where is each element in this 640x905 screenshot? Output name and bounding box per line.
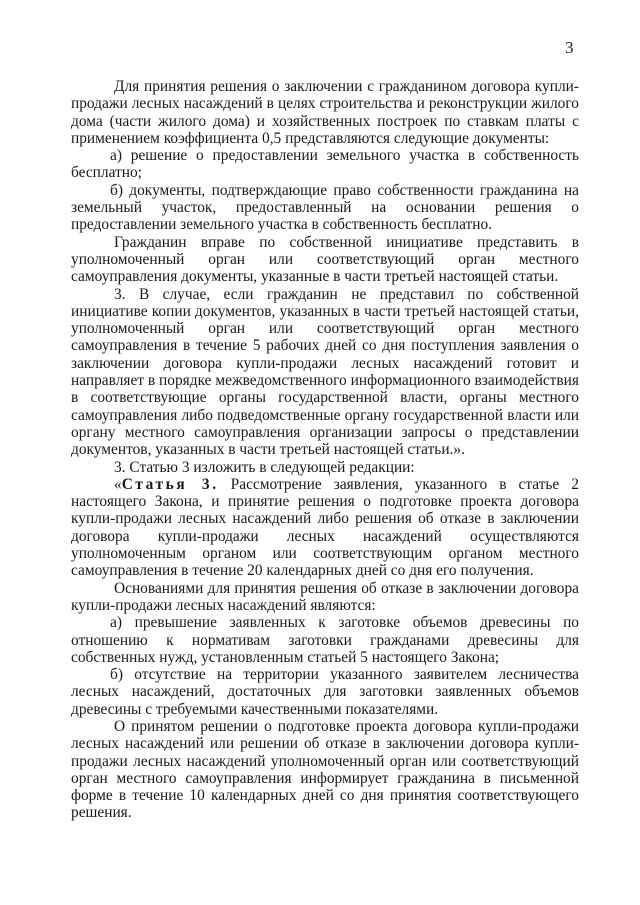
paragraph-amend-article-3: 3. Статью 3 изложить в следующей редакции:: [114, 458, 415, 476]
paragraph-interagency-requests: 3. В случае, если гражданин не представил по собственной инициативе копии документов, указанных в части третьей настоящей статьи, уполномоченный орган или соответствующий орган местного самоуправления в течение 5 рабочих дней со дня поступления заявления о заключении договора купли-продажи лесных насаждений готовит и направляет в порядке межведомственного информационного взаимодействия в соответствующие органы государственной власти, органы местного самоуправления либо подведомственные органу государственной власти или органу местного самоуправления организации запросы о представлении документов, указанных в части третьей настоящей статьи.».: [71, 285, 579, 459]
paragraph-notification: О принятом решении о подготовке проекта договора купли-продажи лесных насаждений или решении об отказе в заключении договора купли-продажи лесных насаждений уполномоченный орган или соответствующий орган местного самоуправления информирует гражданина в письменной форме в течение 10 календарных дней со дня принятия соответствующего решения.: [71, 717, 579, 822]
article-quote-mark: «: [114, 475, 122, 493]
paragraph-documents-list-intro: Для принятия решения о заключении с гражданином договора купли-продажи лесных насаждений в целях строительства и реконструкции жилого дома (части жилого дома) и хозяйственных построек по ставкам платы с применением коэффициента 0,5 представляются следующие документы:: [71, 78, 579, 147]
paragraph-item-a-land-decision: а) решение о предоставлении земельного участка в собственность бесплатно;: [71, 147, 579, 182]
paragraph-citizen-right: Гражданин вправе по собственной инициативе представить в уполномоченный орган или соответствующий орган местного самоуправления документы, указанные в части третьей настоящей статьи.: [71, 233, 579, 286]
paragraph-refusal-grounds-intro: Основаниями для принятия решения об отказе в заключении договора купли-продажи лесных насаждений являются:: [71, 579, 579, 614]
article-heading: Статья 3.: [121, 475, 219, 493]
paragraph-ground-a-excess-volume: а) превышение заявленных к заготовке объемов древесины по отношению к нормативам заготовки гражданами древесины для собственных нужд, установленным статьей 5 настоящего Закона;: [71, 614, 579, 666]
article-3-text: Рассмотрение заявления, указанного в статье 2 настоящего Закона, и принятие решения о подготовке проекта договора купли-продажи лесных насаждений либо решения об отказе в заключении договора купли-продажи лесных насаждений осуществляются уполномоченным органом или соответствующим органом местного самоуправления в течение 20 календарных дней со дня его получения.: [71, 475, 579, 580]
paragraph-ground-b-no-forest: б) отсутствие на территории указанного заявителем лесничества лесных насаждений, достаточных для заготовки заявленных объемов древесины с требуемыми качественными показателями.: [71, 666, 579, 718]
page-number: 3: [565, 38, 574, 57]
paragraph-article-3: [71, 476, 579, 580]
document-body: [71, 78, 579, 822]
paragraph-item-b-ownership-docs: б) документы, подтверждающие право собственности гражданина на земельный участок, предоставленный на основании решения о предоставлении земельного участка в собственность бесплатно.: [71, 181, 579, 234]
